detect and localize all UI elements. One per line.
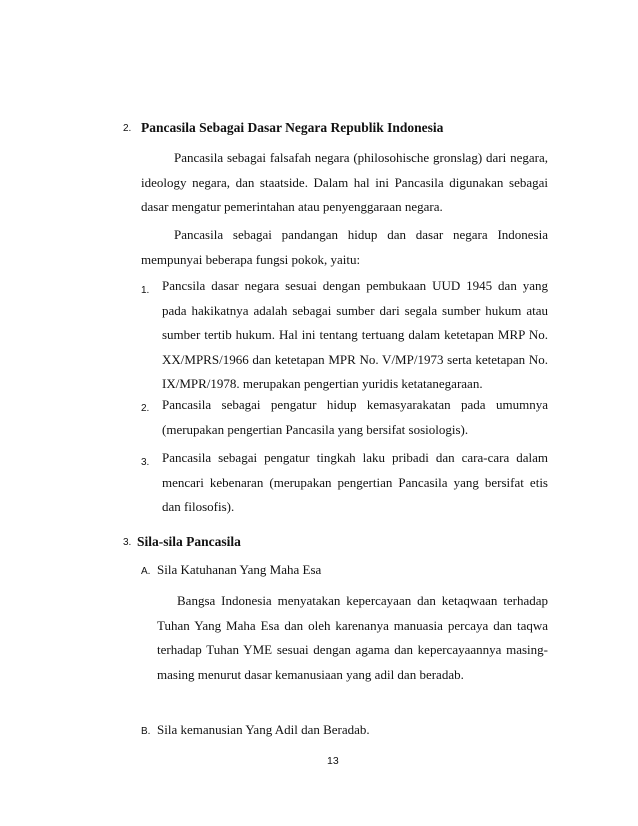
subsection-letter: B. [141,726,151,737]
subsection-letter: A. [141,566,151,577]
section-title: Sila-sila Pancasila [137,534,241,549]
page-number: 13 [327,755,339,767]
body-paragraph: Bangsa Indonesia menyatakan kepercayaan dan ketaqwaan terhadap Tuhan Yang Maha Esa dan oleh karenanya manuasia percaya dan taqwa terhadap Tuhan YME sesuai dengan agama dan kepercayaannya masing-masing menurut dasar kemanusiaan yang adil dan beradab. [157,593,548,682]
list-item-text: Pancsila dasar negara sesuai dengan pembukaan UUD 1945 dan yang pada hakikatnya adalah sebagai sumber dari segala sumber hukum atau sumber tertib hukum. Hal ini tentang tertuang dalam ketetapan MRP No. XX/MPRS/1966 dan ketetapan MPR No. V/MP/1973 serta ketetapan No. IX/MPR/1978. merupakan pengertian yuridis ketatanegaraan. [162,278,548,391]
list-item-number: 1. [141,285,150,296]
subsection-title: Sila Katuhanan Yang Maha Esa [157,562,322,577]
section-number: 3. [123,537,132,548]
list-item-number: 3. [141,457,150,468]
subsection-title: Sila kemanusian Yang Adil dan Beradab. [157,722,370,737]
body-paragraph: Pancasila sebagai falsafah negara (philosohische gronslag) dari negara, ideology negara, dan staatside. Dalam hal ini Pancasila digunakan sebagai dasar mengatur pemerintahan atau penyenggaraan negara. [141,150,548,214]
body-paragraph: Pancasila sebagai pandangan hidup dan dasar negara Indonesia mempunyai beberapa fungsi pokok, yaitu: [141,227,548,267]
section-number: 2. [123,123,132,134]
list-item-text: Pancasila sebagai pengatur hidup kemasyarakatan pada umumnya (merupakan pengertian Pancasila yang bersifat sosiologis). [162,397,548,437]
list-item-text: Pancasila sebagai pengatur tingkah laku pribadi dan cara-cara dalam mencari kebenaran (merupakan pengertian Pancasila yang bersifat etis dan filosofis). [162,450,548,514]
list-item-number: 2. [141,403,150,414]
section-title: Pancasila Sebagai Dasar Negara Republik Indonesia [141,120,444,135]
